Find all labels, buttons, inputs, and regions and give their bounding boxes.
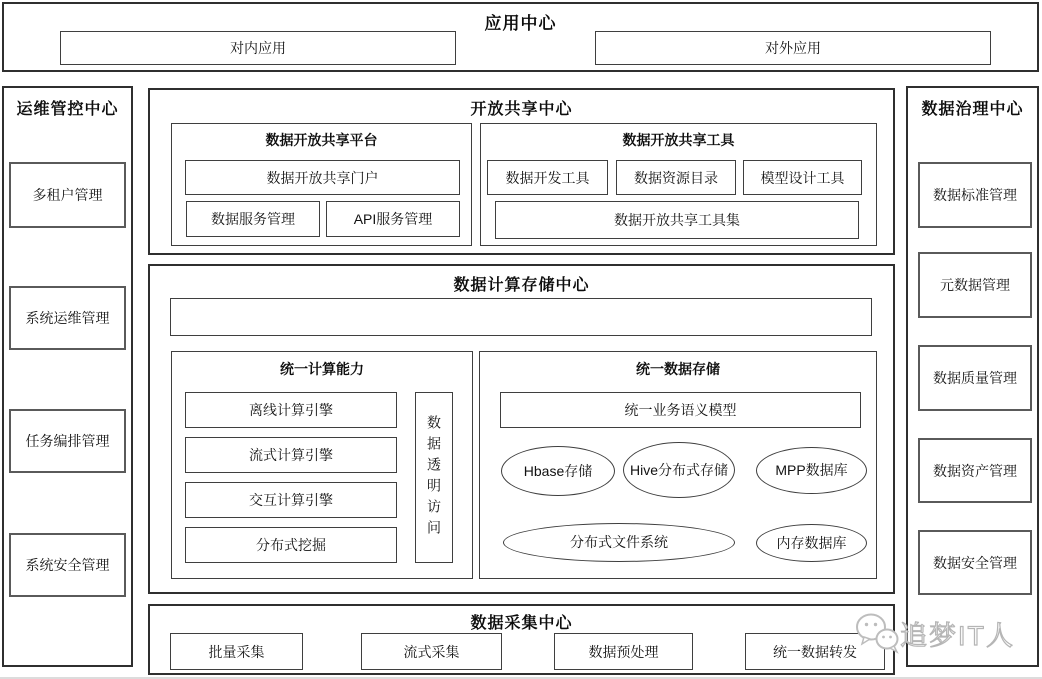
stream-collection-box: 流式采集 <box>361 633 502 670</box>
system-ops-box: 系统运维管理 <box>9 286 126 350</box>
hive-distributed-storage-ellipse: Hive分布式存储 <box>623 442 735 498</box>
batch-collection-box: 批量采集 <box>170 633 303 670</box>
distributed-mining-box: 分布式挖掘 <box>185 527 397 563</box>
multi-tenant-box: 多租户管理 <box>9 162 126 228</box>
unified-storage-frame <box>479 351 877 579</box>
unified-compute-title: 统一计算能力 <box>280 361 364 377</box>
open-share-center-title: 开放共享中心 <box>470 101 573 118</box>
open-share-platform-frame <box>171 123 472 246</box>
data-quality-box: 数据质量管理 <box>918 345 1032 411</box>
data-resource-catalog-box: 数据资源目录 <box>616 160 736 195</box>
ops-center-section <box>2 86 133 667</box>
open-share-tools-title: 数据开放共享工具 <box>622 132 735 148</box>
unified-data-forward-box: 统一数据转发 <box>745 633 885 670</box>
collection-center-section <box>148 604 895 675</box>
open-share-platform-title: 数据开放共享平台 <box>265 132 378 148</box>
data-standard-box: 数据标准管理 <box>918 162 1032 228</box>
compute-storage-center-title: 数据计算存储中心 <box>453 277 590 294</box>
collection-center-title: 数据采集中心 <box>470 615 573 632</box>
metadata-box: 元数据管理 <box>918 252 1032 318</box>
mpp-database-ellipse: MPP数据库 <box>756 447 867 494</box>
data-asset-box: 数据资产管理 <box>918 438 1032 503</box>
in-memory-database-ellipse: 内存数据库 <box>756 524 867 562</box>
data-service-mgmt-box: 数据服务管理 <box>186 201 320 237</box>
compute-storage-banner-box <box>170 298 872 336</box>
compute-storage-center-section <box>148 264 895 594</box>
task-orchestration-box: 任务编排管理 <box>9 409 126 473</box>
system-security-box: 系统安全管理 <box>9 533 126 597</box>
unified-storage-title: 统一数据存储 <box>636 361 720 377</box>
open-share-tools-frame <box>480 123 877 246</box>
app-center-section <box>2 2 1039 72</box>
watermark-text: 追梦IT人 <box>900 620 1015 651</box>
open-share-toolset-box: 数据开放共享工具集 <box>495 201 859 239</box>
data-transparent-access-box: 数据透明访问 <box>415 392 453 563</box>
data-dev-tool-box: 数据开发工具 <box>487 160 608 195</box>
unified-compute-frame <box>171 351 473 579</box>
governance-center-title: 数据治理中心 <box>921 101 1024 118</box>
stream-compute-engine-box: 流式计算引擎 <box>185 437 397 473</box>
interactive-compute-engine-box: 交互计算引擎 <box>185 482 397 518</box>
model-design-tool-box: 模型设计工具 <box>743 160 862 195</box>
open-share-center-section <box>148 88 895 255</box>
offline-compute-engine-box: 离线计算引擎 <box>185 392 397 428</box>
data-security-box: 数据安全管理 <box>918 530 1032 595</box>
data-share-portal-box: 数据开放共享门户 <box>185 160 460 195</box>
app-center-title: 应用中心 <box>484 14 557 33</box>
data-preprocess-box: 数据预处理 <box>554 633 693 670</box>
distributed-file-system-ellipse: 分布式文件系统 <box>503 523 735 562</box>
api-service-mgmt-box: API服务管理 <box>326 201 460 237</box>
unified-business-semantic-model-box: 统一业务语义模型 <box>500 392 861 428</box>
hbase-storage-ellipse: Hbase存储 <box>501 446 615 496</box>
governance-center-section <box>906 86 1039 667</box>
internal-apps-box: 对内应用 <box>60 31 456 65</box>
external-apps-box: 对外应用 <box>595 31 991 65</box>
ops-center-title: 运维管控中心 <box>16 101 119 118</box>
